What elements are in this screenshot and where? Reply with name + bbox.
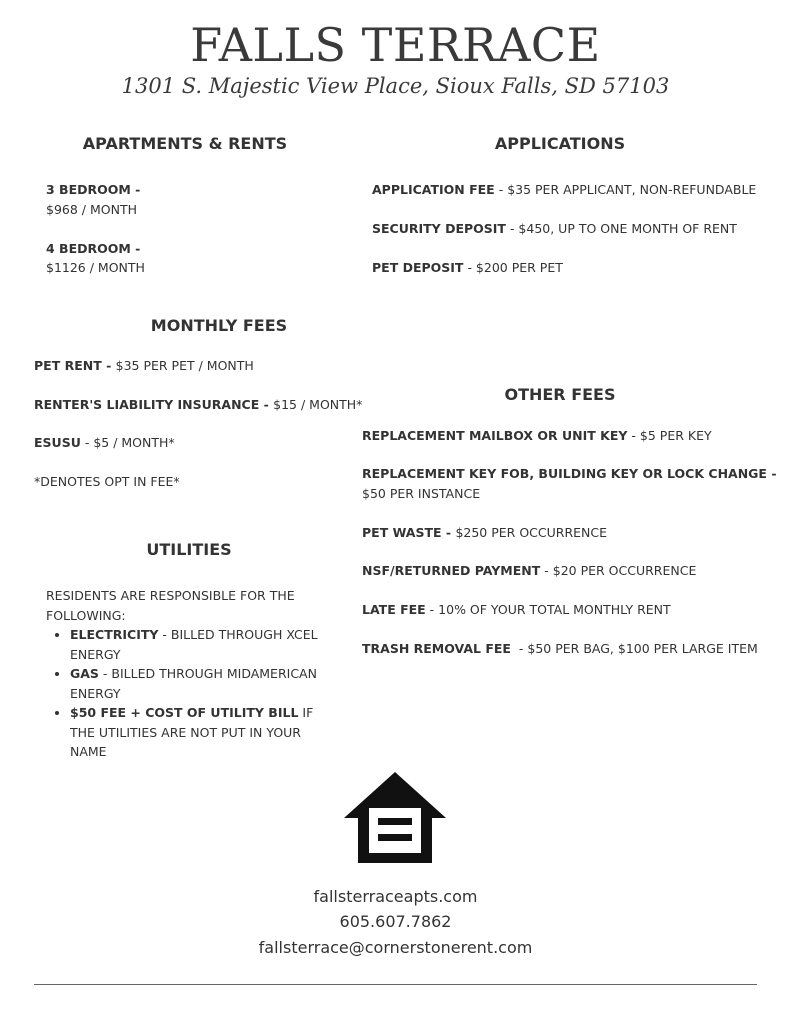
equal-housing-opportunity-icon <box>342 770 448 866</box>
utilities-block <box>46 586 336 762</box>
late-fee: LATE FEE - 10% OF YOUR TOTAL MONTHLY RENT <box>362 602 671 617</box>
list-item: • GAS - BILLED THROUGH MIDAMERICAN ENERGY <box>70 664 336 703</box>
list-item: • ELECTRICITY - BILLED THROUGH XCEL ENERGY <box>70 625 336 664</box>
renters-insurance: RENTER'S LIABILITY INSURANCE - $15 / MONTH* <box>34 397 363 412</box>
replacement-mailbox-key: REPLACEMENT MAILBOX OR UNIT KEY - $5 PER KEY <box>362 428 712 443</box>
trash-removal-fee: TRASH REMOVAL FEE - $50 PER BAG, $100 PER LARGE ITEM <box>362 641 758 656</box>
pet-waste-fee: PET WASTE - $250 PER OCCURRENCE <box>362 525 608 540</box>
page-title: FALLS TERRACE <box>190 18 601 72</box>
applications-heading: APPLICATIONS <box>494 134 626 153</box>
bottom-divider <box>34 984 757 985</box>
unit-3br-rent: $968 / MONTH <box>46 202 137 217</box>
pet-deposit: PET DEPOSIT - $200 PER PET <box>372 260 563 275</box>
esusu-fee: ESUSU - $5 / MONTH* <box>34 435 175 450</box>
utilities-intro-line2: FOLLOWING: <box>46 607 126 623</box>
pet-rent: PET RENT - $35 PER PET / MONTH <box>34 358 254 373</box>
list-item: • $50 FEE + COST OF UTILITY BILL IF THE UTILITIES ARE NOT PUT IN YOUR NAME <box>70 703 336 762</box>
phone-number[interactable]: 605.607.7862 <box>339 912 452 931</box>
email-link[interactable]: fallsterrace@cornerstonerent.com <box>258 938 533 957</box>
utilities-heading: UTILITIES <box>146 540 232 559</box>
replacement-fob-label: REPLACEMENT KEY FOB, BUILDING KEY OR LOCK CHANGE - <box>362 466 777 481</box>
replacement-fob-value: $50 PER INSTANCE <box>362 486 481 501</box>
nsf-fee: NSF/RETURNED PAYMENT - $20 PER OCCURRENCE <box>362 563 697 578</box>
security-deposit: SECURITY DEPOSIT - $450, UP TO ONE MONTH OF RENT <box>372 221 737 236</box>
other-fees-heading: OTHER FEES <box>504 385 616 404</box>
utilities-intro-line1: RESIDENTS ARE RESPONSIBLE FOR THE <box>46 588 295 603</box>
unit-3br-label: 3 BEDROOM - <box>46 182 141 197</box>
unit-4br-label: 4 BEDROOM - <box>46 241 141 256</box>
utilities-list <box>46 625 336 762</box>
monthly-fees-heading: MONTHLY FEES <box>150 316 288 335</box>
property-address: 1301 S. Majestic View Place, Sioux Falls, SD 57103 <box>121 74 670 98</box>
website-link[interactable]: fallsterraceapts.com <box>313 887 478 906</box>
unit-4br-rent: $1126 / MONTH <box>46 260 145 275</box>
opt-in-note: *DENOTES OPT IN FEE* <box>34 474 180 489</box>
application-fee: APPLICATION FEE - $35 PER APPLICANT, NON-REFUNDABLE <box>372 182 757 197</box>
apartments-heading: APARTMENTS & RENTS <box>82 134 288 153</box>
